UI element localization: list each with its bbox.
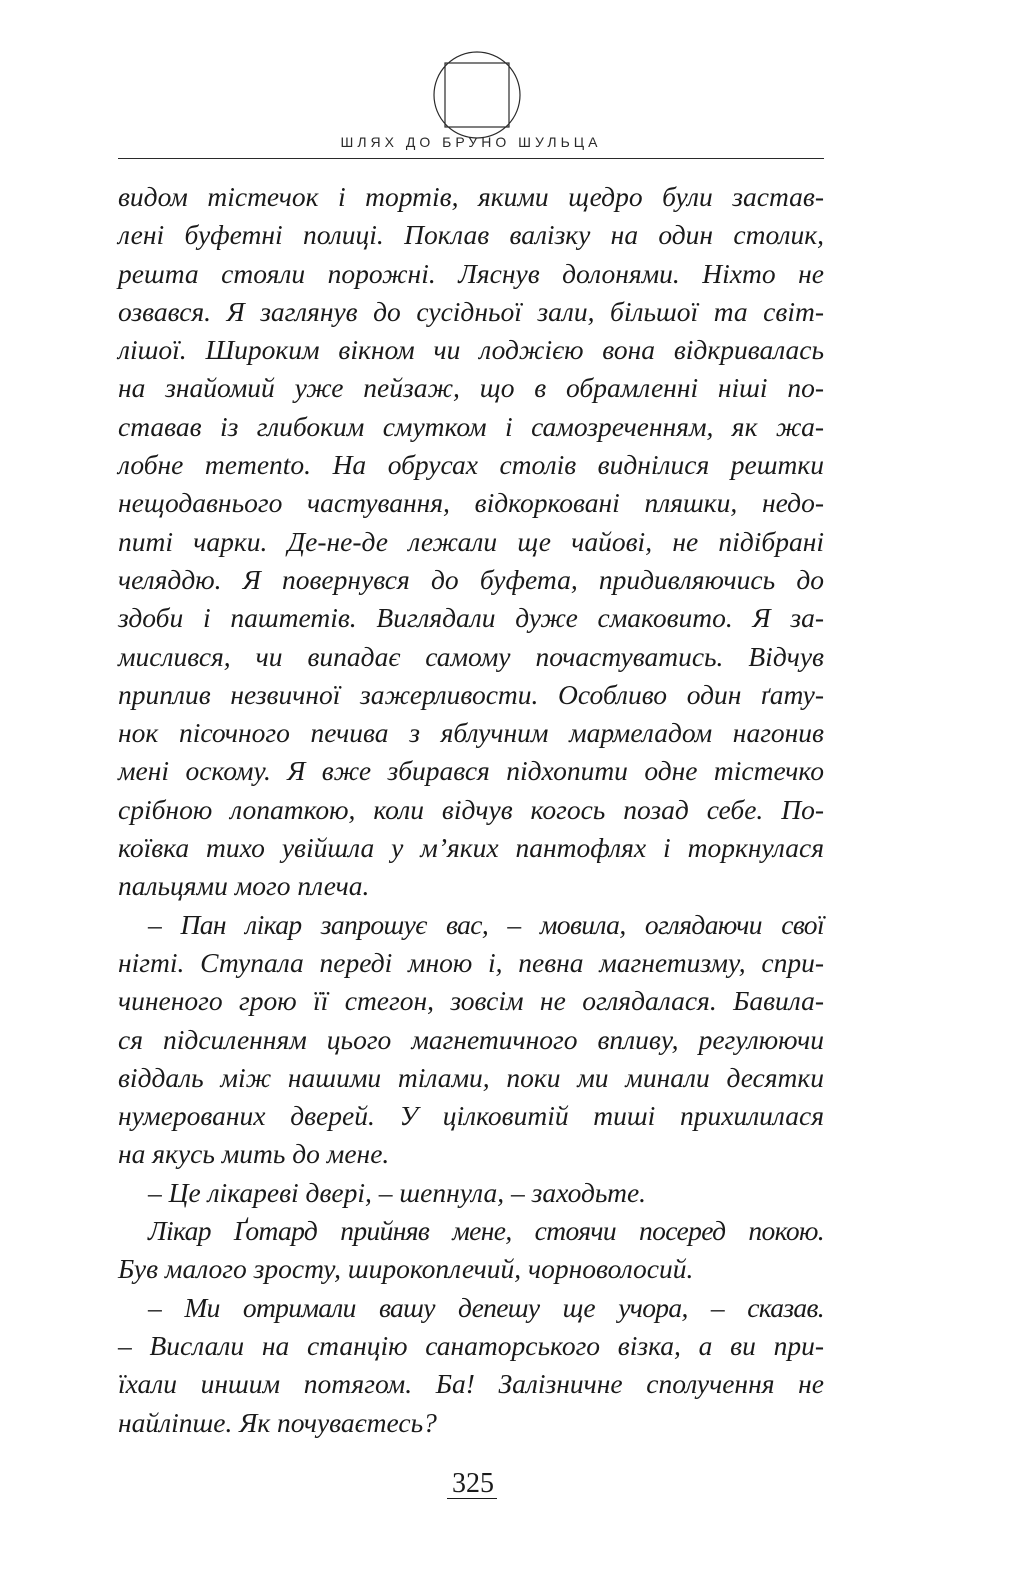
text-line: Лікар Ґотард прийняв мене, стоячи посеред покою. [148,1215,824,1247]
text-line: чиненого грою її стегон, зовсім не оглядалася. Бавила- [118,985,824,1017]
text-line: – Пан лікар запрошує вас, – мовила, оглядаючи свої [148,908,824,940]
text-line: челяддю. Я повернувся до буфета, придивляючись до [118,563,824,595]
text-line: – Ми отримали вашу депешу ще учора, – сказав. [148,1291,824,1323]
text-line: озвався. Я заглянув до сусідньої зали, більшої та світ- [118,295,824,327]
text-line: коївка тихо увійшла у м’яких пантофлях і торкнулася [118,832,824,864]
text-line: на знайомий уже пейзаж, що в обрамленні ніші по- [118,372,824,404]
text-line: їхали иншим потягом. Ба! Залізничне сполучення не [118,1368,824,1400]
page-body [118,178,824,1442]
paragraph [118,1289,824,1442]
text-line: нумерованих дверей. У цілковитій тиші прихилилася [118,1100,824,1132]
text-line: приплив незвичної зажерливости. Особливо один ґату- [118,678,824,710]
paragraph [118,906,824,1174]
header-rule [118,158,824,159]
text-line: нок пісочного печива з яблучним мармеладом нагонив [118,717,824,749]
text-line: нещодавнього частування, відкорковані пляшки, недо- [118,487,824,519]
paragraph [118,178,824,906]
text-line: ставав із глибоким смутком і самозреченням, як жа- [118,410,824,442]
text-line: здоби і паштетів. Виглядали дуже смаковито. Я за- [118,602,824,634]
text-line: віддаль між нашими тілами, поки ми минали десятки [118,1061,824,1093]
text-line: ся підсиленням цього магнетичного впливу, регулюючи [118,1023,824,1055]
running-title: ШЛЯХ ДО БРУНО ШУЛЬЦА [340,134,602,150]
text-line: лішої. Широким вікном чи лоджією вона відкривалась [118,334,824,366]
paragraph [118,1212,824,1289]
text-line: срібною лопаткою, коли відчув когось позад себе. По- [118,793,824,825]
text-line: Був малого зросту, широкоплечий, чорноволосий. [118,1253,694,1285]
text-line: найліпше. Як почуваєтесь? [118,1406,437,1438]
text-line: на якусь мить до мене. [118,1138,390,1170]
text-line: мені оскому. Я вже збирався підхопити одне тістечко [118,755,824,787]
text-line: видом тістечок і тортів, якими щедро були застав- [118,181,824,212]
circle-square-emblem-icon [432,50,522,140]
page-number-underline [447,1498,497,1499]
paragraph [118,1174,824,1212]
text-line: пальцями мого плеча. [118,870,370,902]
text-line: решта стояли порожні. Ляснув долонями. Ніхто не [118,257,824,289]
text-line: питі чарки. Де-не-де лежали ще чайові, не підібрані [118,525,824,557]
text-line: – Це лікареві двері, – шепнула, – заходьте. [148,1176,647,1208]
text-line: лені буфетні полиці. Поклав валізку на один столик, [118,219,824,251]
text-line: нігті. Ступала переді мною і, певна магнетизму, спри- [118,946,824,978]
text-line: мислився, чи випадає самому почастуватись. Відчув [118,640,824,672]
text-line: лобне memento. На обрусах столів виднілися рештки [118,449,824,481]
text-line: – Вислали на станцію санаторського візка, а ви при- [118,1329,824,1361]
page-number: 325 [452,1468,494,1499]
